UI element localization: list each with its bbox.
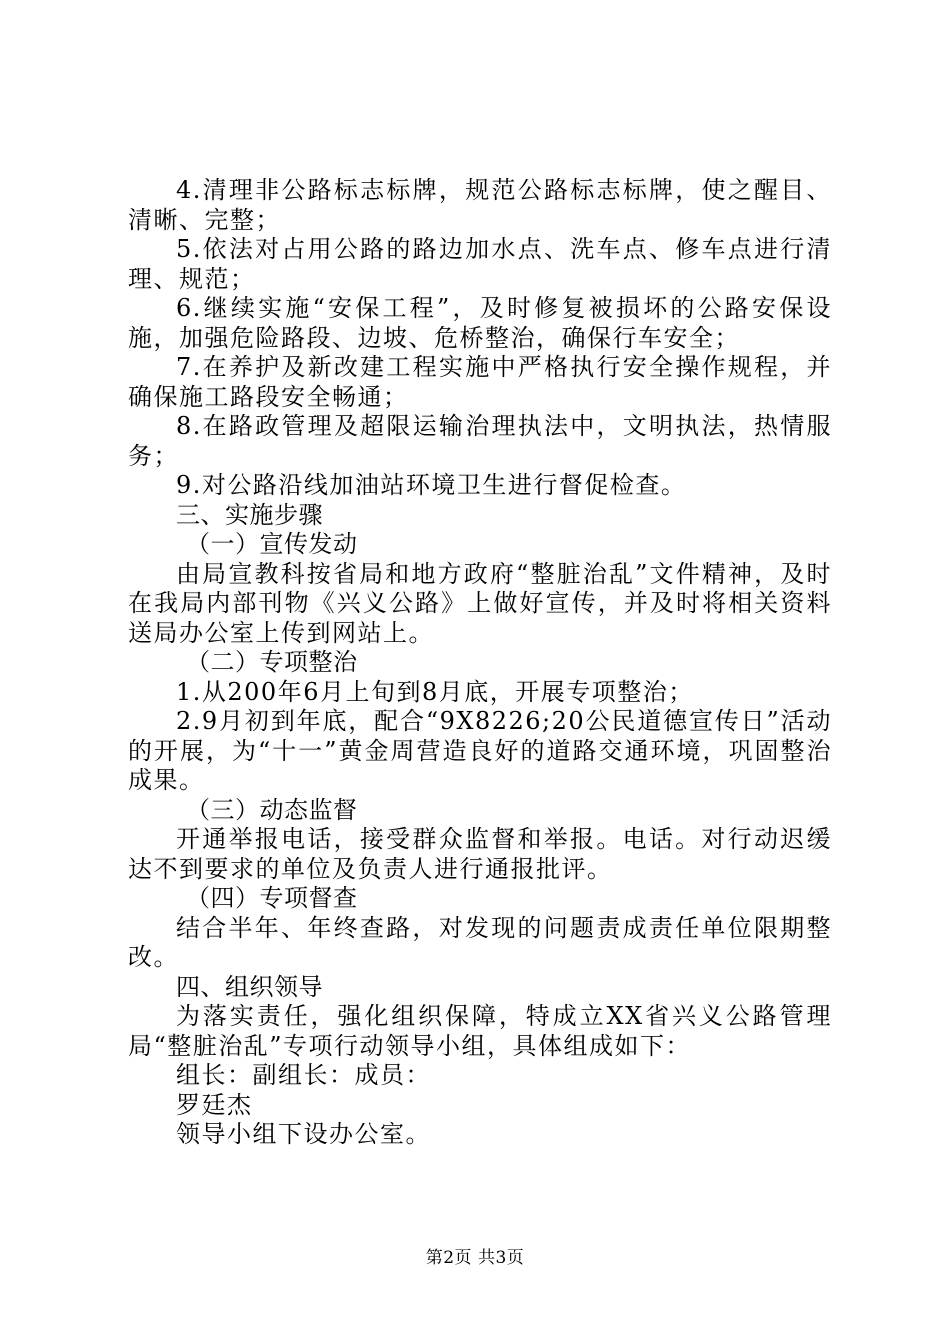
body-paragraph: 1.从200年6月上旬到8月底，开展专项整治；: [176, 677, 694, 706]
body-paragraph: 2.9月初到年底，配合“9X8226;20公民道德宣传日”活动的开展，为“十一”黄金周营造良好的道路交通环境，巩固整治成果。: [128, 707, 832, 794]
subsection-heading: （一）宣传发动: [186, 530, 358, 558]
body-paragraph: 组长：副组长：成员：: [176, 1061, 431, 1089]
body-paragraph: 由局宣教科按省局和地方政府“整脏治乱”文件精神，及时在我局内部刊物《兴义公路》上做好宣传，并及时将相关资料送局办公室上传到网站上。: [128, 559, 832, 647]
subsection-heading: （四）专项督查: [186, 884, 358, 912]
section-heading: 四、组织领导: [176, 972, 323, 1001]
body-paragraph: 开通举报电话，接受群众监督和举报。电话。对行动迟缓达不到要求的单位及负责人进行通报批评。: [128, 825, 832, 883]
document-body: [128, 176, 832, 1150]
body-paragraph: 5.依法对占用公路的路边加水点、洗车点、修车点进行清理、规范；: [128, 235, 832, 293]
subsection-heading: （二）专项整治: [186, 648, 358, 676]
body-paragraph: 8.在路政管理及超限运输治理执法中，文明执法，热情服务；: [128, 412, 832, 470]
body-paragraph: 9.对公路沿线加油站环境卫生进行督促检查。: [176, 471, 687, 499]
body-paragraph: 罗廷杰: [176, 1090, 253, 1119]
body-paragraph: 4.清理非公路标志标牌，规范公路标志标牌，使之醒目、清晰、完整；: [128, 176, 832, 234]
section-heading: 三、实施步骤: [176, 500, 323, 529]
body-paragraph: 6.继续实施“安保工程”，及时修复被损坏的公路安保设施，加强危险路段、边坡、危桥整治，确保行车安全；: [128, 294, 832, 352]
subsection-heading: （三）动态监督: [186, 795, 358, 824]
body-paragraph: 为落实责任，强化组织保障，特成立XX省兴义公路管理局“整脏治乱”专项行动领导小组，具体组成如下：: [128, 1002, 832, 1060]
body-paragraph: 领导小组下设办公室。: [176, 1120, 431, 1148]
page-number-footer: 第2页 共3页: [425, 1248, 525, 1268]
body-paragraph: 结合半年、年终查路，对发现的问题责成责任单位限期整改。: [128, 913, 832, 971]
body-paragraph: 7.在养护及新改建工程实施中严格执行安全操作规程，并确保施工路段安全畅通；: [128, 353, 832, 411]
